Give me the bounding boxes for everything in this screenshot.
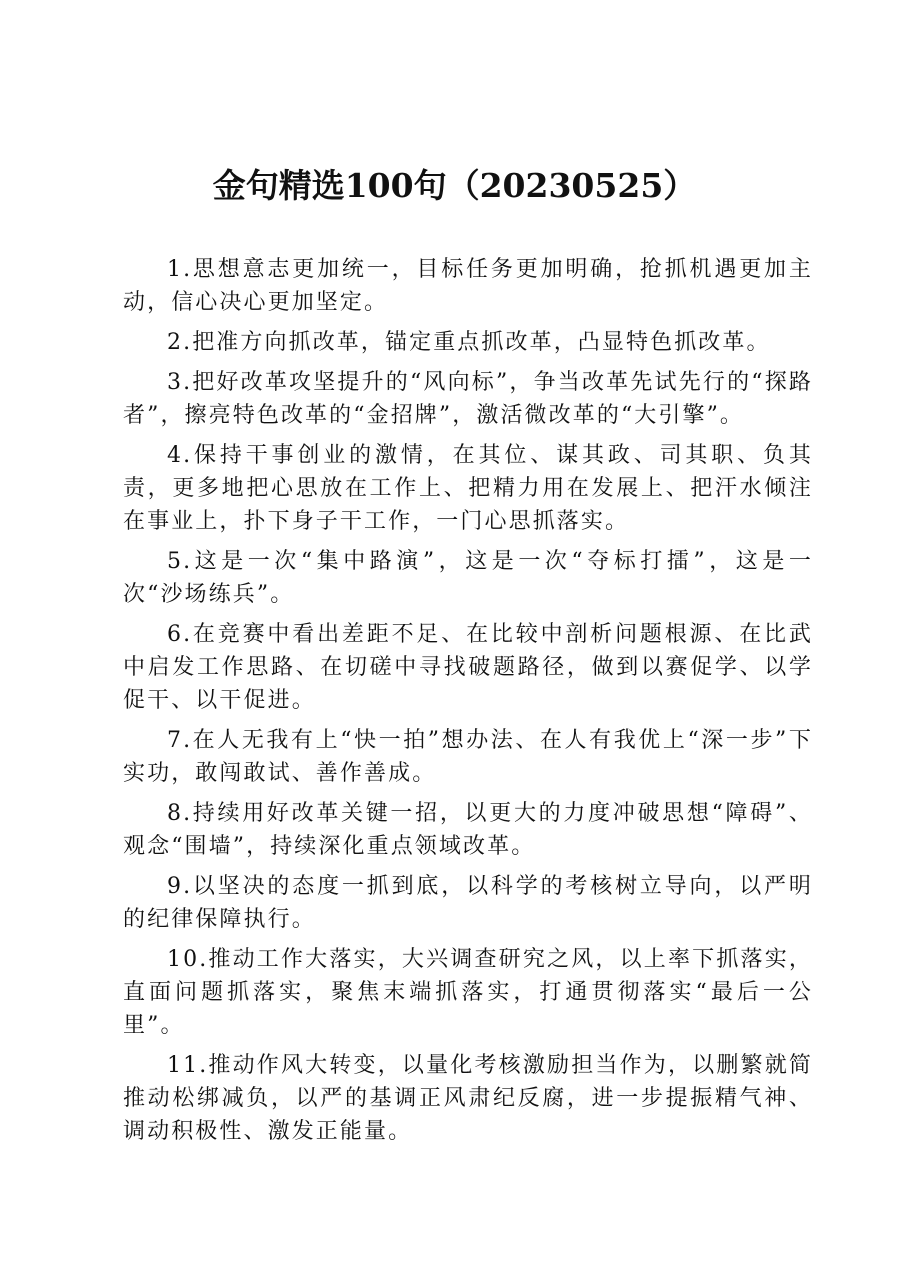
paragraph-8: 8.持续用好改革关键一招，以更大的力度冲破思想“障碍”、观念“围墙”，持续深化重点领域改革。 (123, 801, 813, 859)
paragraph-4: 4.保持干事创业的激情，在其位、谋其政、司其职、负其责，更多地把心思放在工作上、把精力用在发展上、把汗水倾注在事业上，扑下身子干工作，一门心思抓落实。 (123, 443, 813, 534)
paragraph-7: 7.在人无我有上“快一拍”想办法、在人有我优上“深一步”下实功，敢闯敢试、善作善成。 (123, 728, 813, 786)
document-body (123, 253, 813, 1155)
paragraph-1: 1.思想意志更加统一，目标任务更加明确，抢抓机遇更加主动，信心决心更加坚定。 (123, 257, 813, 315)
document-title: 金句精选100句（20230525） (212, 166, 697, 205)
paragraph-9: 9.以坚决的态度一抓到底，以科学的考核树立导向，以严明的纪律保障执行。 (123, 874, 813, 932)
paragraph-2: 2.把准方向抓改革，锚定重点抓改革，凸显特色抓改革。 (167, 330, 771, 355)
paragraph-10: 10.推动工作大落实，大兴调查研究之风，以上率下抓落实，直面问题抓落实，聚焦末端抓落实，打通贯彻落实“最后一公里”。 (123, 947, 813, 1038)
paragraph-5: 5.这是一次“集中路演”，这是一次“夺标打擂”，这是一次“沙场练兵”。 (123, 549, 813, 607)
paragraph-3: 3.把好改革攻坚提升的“风向标”，争当改革先试先行的“探路者”，擦亮特色改革的“金招牌”，激活微改革的“大引擎”。 (123, 370, 813, 428)
paragraph-11: 11.推动作风大转变，以量化考核激励担当作为，以删繁就简推动松绑减负，以严的基调正风肃纪反腐，进一步提振精气神、调动积极性、激发正能量。 (123, 1053, 813, 1144)
paragraph-6: 6.在竞赛中看出差距不足、在比较中剖析问题根源、在比武中启发工作思路、在切磋中寻找破题路径，做到以赛促学、以学促干、以干促进。 (123, 622, 813, 713)
